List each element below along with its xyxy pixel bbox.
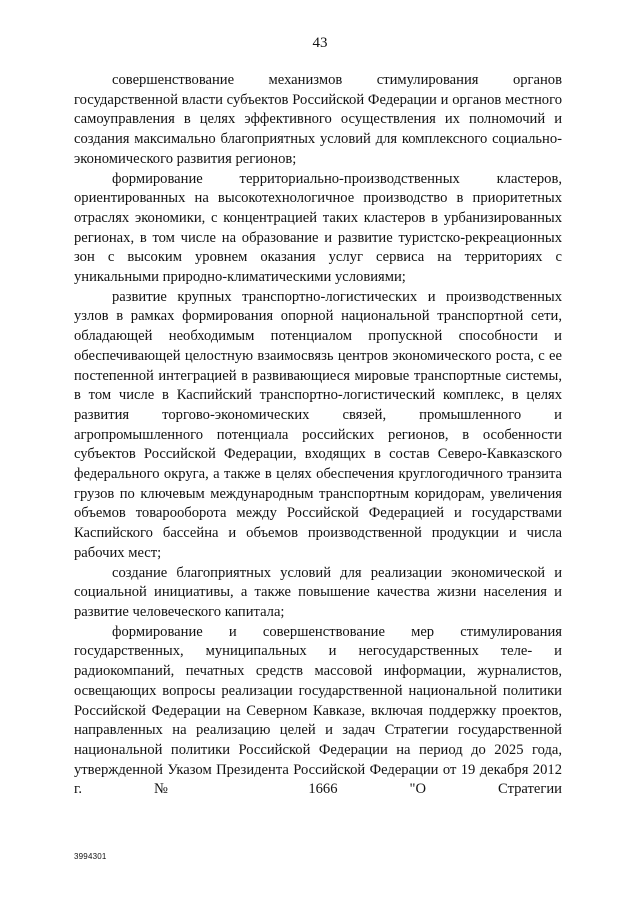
paragraph-1: совершенствование механизмов стимулирования органов государственной власти субъектов Российской Федерации и органов местного самоуправления в целях эффективного осуществления их полномочий и создания максимально благоприятных условий для комплексного социально-экономического развития регионов; (74, 72, 562, 167)
paragraph-5: формирование и совершенствование мер стимулирования государственных, муниципальных и негосударственных теле- и радиокомпаний, печатных средств массовой информации, журналистов, освещающих вопросы реализации государственной национальной политики Российской Федерации на Северном Кавказе, включая поддержку проектов, направленных на реализацию целей и задач Стратегии государственной национальной политики Российской Федерации на период до 2025 года, утвержденной Указом Президента Российской Федерации от 19 декабря 2012 г. № 1666 "О Стратегии (74, 623, 562, 798)
page-number: 43 (312, 35, 328, 51)
document-code: 3994301 (74, 852, 107, 861)
paragraph-3: развитие крупных транспортно-логистических и производственных узлов в рамках формирования опорной национальной транспортной сети, обладающей необходимым потенциалом пропускной способности и обеспечивающей целостную взаимосвязь центров экономического роста, с ее постепенной интеграцией в развивающиеся мировые транспортные системы, в том числе в Каспийский транспортно-логистический комплекс, в целях развития торгово-экономических связей, промышленного и агропромышленного потенциала российских регионов, в особенности субъектов Российской Федерации, входящих в состав Северо-Кавказского федерального округа, а также в целях обеспечения круглогодичного транзита грузов по ключевым международным транспортным коридорам, увеличения объемов товарооборота между Российской Федерацией и государствами Каспийского бассейна и объемов производственной продукции и числа рабочих мест; (74, 288, 562, 561)
paragraph-4: создание благоприятных условий для реализации экономической и социальной инициативы, а также повышение качества жизни населения и развитие человеческого капитала; (74, 564, 562, 620)
paragraph-2: формирование территориально-производственных кластеров, ориентированных на высокотехнологичное производство в приоритетных отраслях экономики, с концентрацией таких кластеров в урбанизированных регионах, в том числе на образование и развитие туристско-рекреационных зон с высоким уровнем оказания услуг сервиса на территориях с уникальными природно-климатическими условиями; (74, 170, 562, 286)
document-body (74, 71, 562, 800)
